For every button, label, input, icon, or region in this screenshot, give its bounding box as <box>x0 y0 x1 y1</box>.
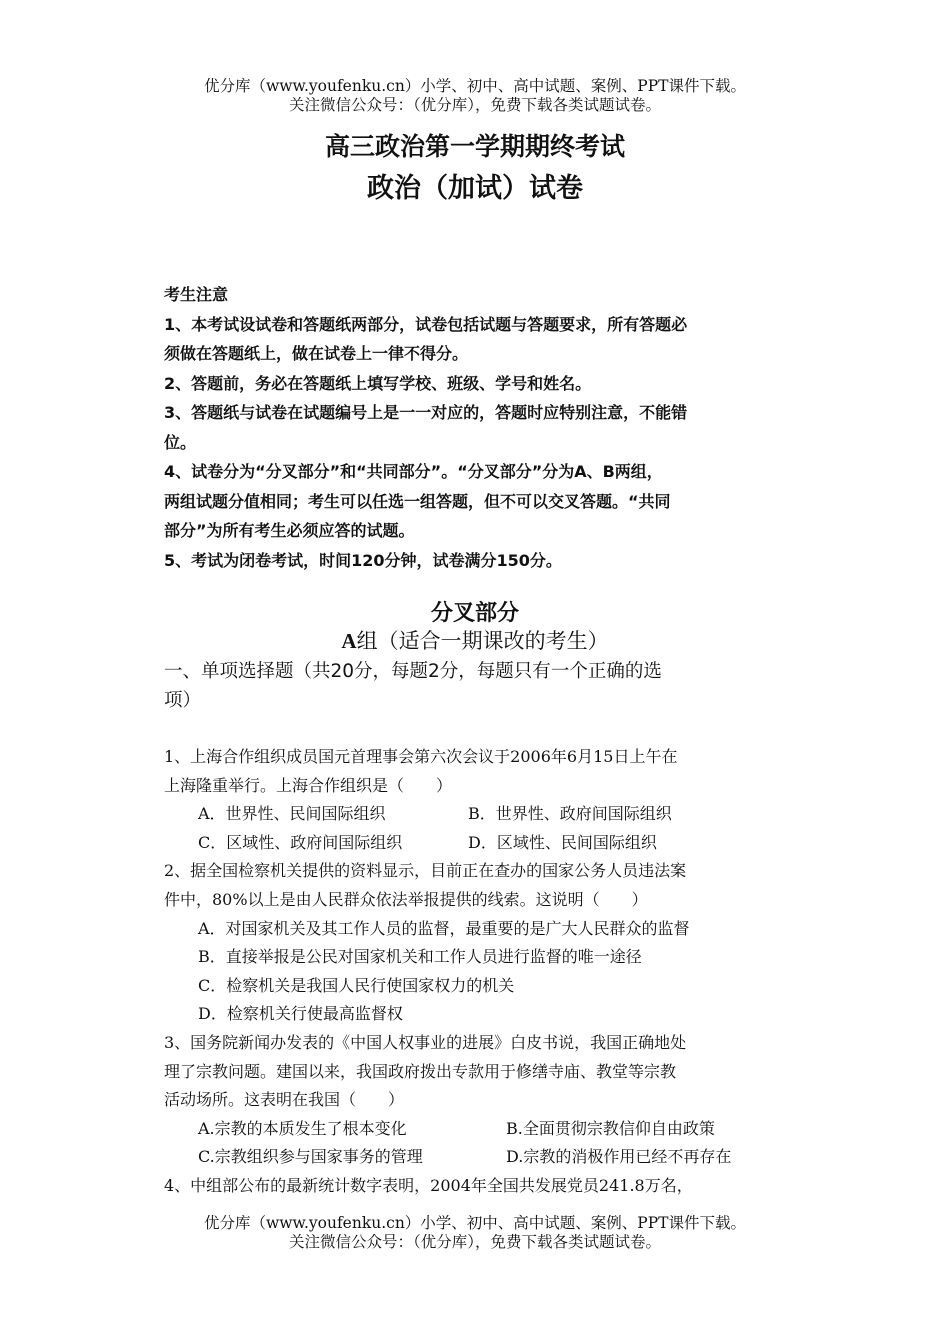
footer-advert <box>0 1214 950 1252</box>
option-a: A．世界性、民间国际组织 <box>198 804 386 824</box>
notes-line: 1、本考试设试卷和答题纸两部分，试卷包括试题与答题要求，所有答题必 <box>164 314 688 334</box>
notes-line: 3、答题纸与试卷在试题编号上是一一对应的，答题时应特别注意，不能错 <box>164 403 688 422</box>
option-d: D．区域性、民间国际组织 <box>468 832 657 852</box>
group-letter: A <box>341 629 357 653</box>
question-3-options-row <box>164 1143 794 1172</box>
question-list <box>164 743 794 1201</box>
question-3-stem: 活动场所。这表明在我国（ ） <box>164 1090 405 1110</box>
option-c: C.宗教组织参与国家事务的管理 <box>198 1147 423 1167</box>
option-b: B．直接举报是公民对国家机关和工作人员进行监督的唯一途径 <box>198 947 642 967</box>
question-2-stem: 件中，80%以上是由人民群众依法举报提供的线索。这说明（ ） <box>164 889 648 909</box>
candidate-notes <box>164 280 794 575</box>
exam-subtitle: 政治（加试）试卷 <box>367 173 583 204</box>
footer-advert-line2: 关注微信公众号：（优分库），免费下载各类试题试卷。 <box>288 1233 661 1251</box>
header-advert <box>0 77 950 115</box>
option-d: D．检察机关行使最高监督权 <box>198 1004 403 1024</box>
question-1-stem: 1、上海合作组织成员国元首理事会第六次会议于2006年6月15日上午在 <box>164 747 678 766</box>
section-title: 分叉部分 <box>430 600 519 626</box>
notes-line: 位。 <box>164 432 197 452</box>
notes-line: 4、试卷分为“分叉部分”和“共同部分”。“分叉部分”分为A、B两组， <box>164 462 663 481</box>
option-d: D.宗教的消极作用已经不再存在 <box>506 1147 732 1167</box>
question-4-stem: 4、中组部公布的最新统计数字表明，2004年全国共发展党员241.8万名， <box>164 1175 693 1195</box>
notes-line: 须做在答题纸上，做在试卷上一律不得分。 <box>164 344 469 363</box>
option-a: A．对国家机关及其工作人员的监督，最重要的是广大人民群众的监督 <box>198 918 690 938</box>
header-advert-line2: 关注微信公众号：（优分库），免费下载各类试题试卷。 <box>288 96 661 114</box>
option-b: B.全面贯彻宗教信仰自由政策 <box>506 1118 715 1138</box>
question-3-options-row <box>164 1115 794 1144</box>
option-a: A.宗教的本质发生了根本变化 <box>198 1118 407 1138</box>
part-heading <box>164 657 804 715</box>
footer-advert-line1: 优分库（www.youfenku.cn）小学、初中、高中试题、案例、PPT课件下载。 <box>203 1214 747 1232</box>
part-heading-line: 一、单项选择题（共20分，每题2分，每题只有一个正确的选 <box>164 661 662 682</box>
notes-line: 两组试题分值相同；考生可以任选一组答题，但不可以交叉答题。“共同 <box>164 491 671 511</box>
question-1-options-row <box>164 829 794 858</box>
question-3-stem: 理了宗教问题。建国以来，我国政府拨出专款用于修缮寺庙、教堂等宗教 <box>164 1061 677 1081</box>
question-1-options-row <box>164 800 794 829</box>
notes-line: 2、答题前，务必在答题纸上填写学校、班级、学号和姓名。 <box>164 373 592 393</box>
header-advert-line1: 优分库（www.youfenku.cn）小学、初中、高中试题、案例、PPT课件下载。 <box>203 77 747 95</box>
part-heading-line: 项） <box>164 690 202 711</box>
question-1-stem: 上海隆重举行。上海合作组织是（ ） <box>164 775 453 795</box>
option-b: B．世界性、政府间国际组织 <box>468 804 672 824</box>
notes-line: 5、考试为闭卷考试，时间120分钟，试卷满分150分。 <box>164 550 562 570</box>
question-3-stem: 3、国务院新闻办发表的《中国人权事业的进展》白皮书说，我国正确地处 <box>164 1032 687 1052</box>
question-2-stem: 2、据全国检察机关提供的资料显示，目前正在查办的国家公务人员违法案 <box>164 861 687 881</box>
exam-title: 高三政治第一学期期终考试 <box>324 132 625 161</box>
notes-heading: 考生注意 <box>164 285 229 304</box>
option-c: C．检察机关是我国人民行使国家权力的机关 <box>198 975 515 995</box>
notes-line: 部分”为所有考生必须应答的试题。 <box>164 521 415 540</box>
group-description: 组（适合一期课改的考生） <box>356 629 609 653</box>
group-title <box>0 625 950 657</box>
option-c: C．区域性、政府间国际组织 <box>198 832 403 852</box>
